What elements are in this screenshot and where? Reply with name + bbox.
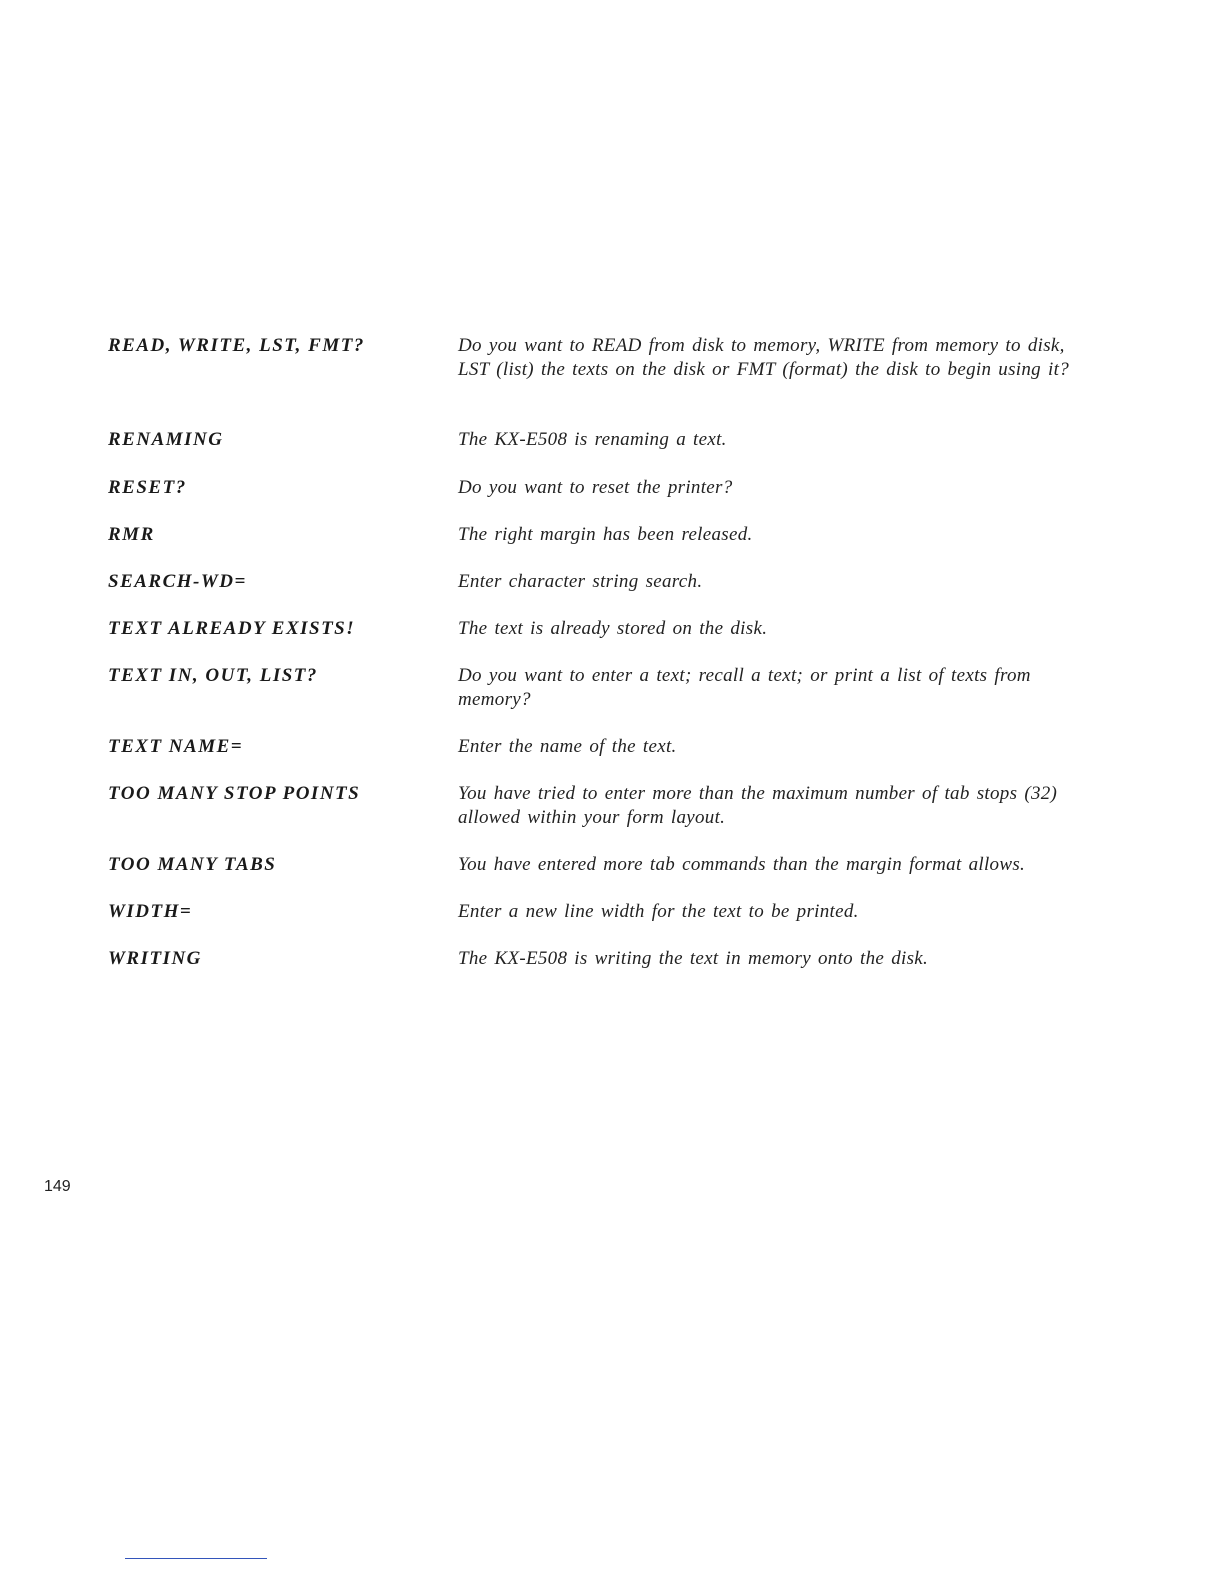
message-definition: Enter the name of the text. [458,736,677,757]
message-definition: The KX-E508 is writing the text in memory onto the disk. [458,948,929,969]
message-definition: Enter character string search. [458,571,703,592]
message-definition: Do you want to enter a text; recall a text; or print a list of texts from memory? [458,665,1031,710]
message-definition: The right margin has been released. [458,524,753,545]
message-term: WIDTH= [108,901,193,922]
message-term: TOO MANY STOP POINTS [108,783,361,804]
page-number: 149 [44,1178,71,1195]
message-term: TEXT NAME= [108,736,244,757]
message-definition: Do you want to reset the printer? [458,477,733,498]
message-definition: The text is already stored on the disk. [458,618,768,639]
message-term: SEARCH-WD= [108,571,247,592]
message-term: READ, WRITE, LST, FMT? [108,335,365,356]
message-definition: You have tried to enter more than the maximum number of tab stops (32) allowed within your form layout. [458,783,1058,828]
message-term: RMR [108,524,155,545]
message-term: TOO MANY TABS [108,854,277,875]
message-definition: The KX-E508 is renaming a text. [458,429,727,450]
message-term: RESET? [108,477,187,498]
message-definition: You have entered more tab commands than the margin format allows. [458,854,1026,875]
message-term: RENAMING [108,429,224,450]
message-definition: Do you want to READ from disk to memory, WRITE from memory to disk, LST (list) the texts on the disk or FMT (format) the disk to begin using it? [458,335,1069,380]
message-term: TEXT IN, OUT, LIST? [108,665,318,686]
message-term: WRITING [108,948,202,969]
footer-rule [125,1558,267,1559]
message-term: TEXT ALREADY EXISTS! [108,618,356,639]
message-definition: Enter a new line width for the text to be printed. [458,901,859,922]
